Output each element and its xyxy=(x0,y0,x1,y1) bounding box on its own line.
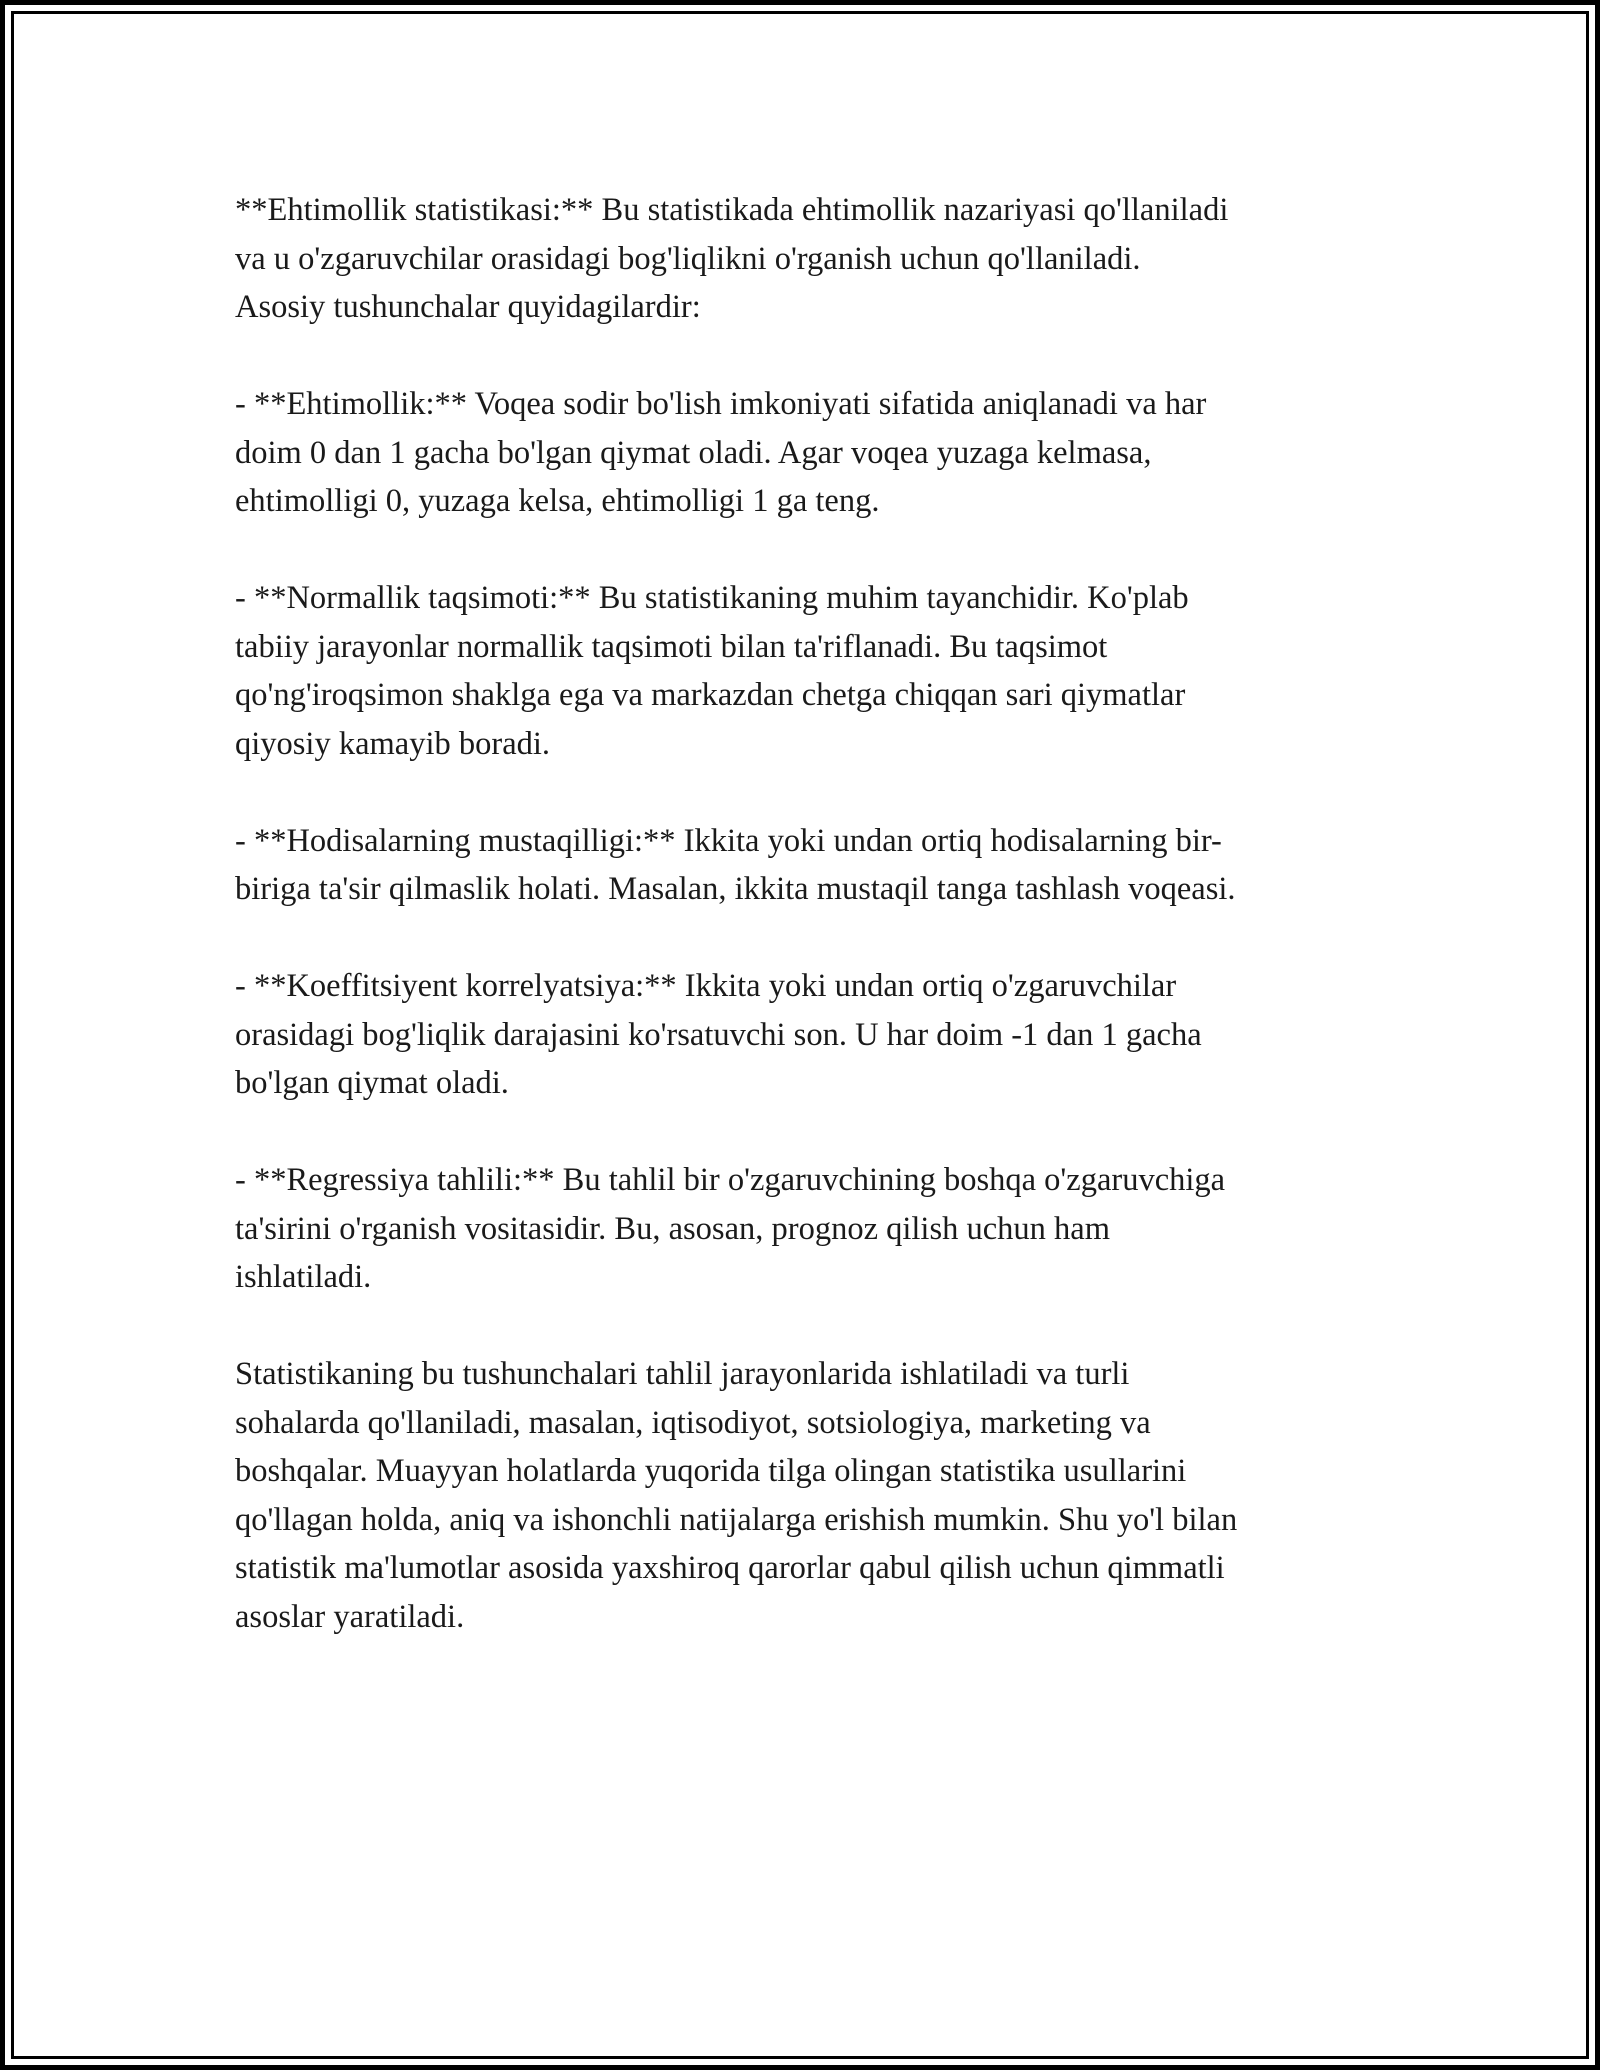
normal-distribution-paragraph: - **Normallik taqsimoti:** Bu statistikaning muhim tayanchidir. Ko'plab tabiiy jarayonlar normallik taqsimoti bilan ta'riflanadi. Bu taqsimot qo'ng'iroqsimon shaklga ega va markazdan chetga chiqqan sari qiymatlar qiyosiy kamayib boradi. xyxy=(235,580,1189,762)
intro-paragraph: **Ehtimollik statistikasi:** Bu statistikada ehtimollik nazariyasi qo'llaniladi va u o'zgaruvchilar orasidagi bog'liqlikni o'rganish uchun qo'llaniladi. Asosiy tushunchalar quyidagilardir: xyxy=(235,192,1229,325)
probability-paragraph: - **Ehtimollik:** Voqea sodir bo'lish imkoniyati sifatida aniqlanadi va har doim 0 dan 1 gacha bo'lgan qiymat oladi. Agar voqea yuzaga kelmasa, ehtimolligi 0, yuzaga kelsa, ehtimolligi 1 ga teng. xyxy=(235,386,1207,519)
regression-analysis-paragraph: - **Regressiya tahlili:** Bu tahlil bir o'zgaruvchining boshqa o'zgaruvchiga ta'sirini o'rganish vositasidir. Bu, asosan, prognoz qilish uchun ham ishlatiladi. xyxy=(235,1162,1226,1295)
document-body xyxy=(235,186,1375,1641)
correlation-coefficient-paragraph: - **Koeffitsiyent korrelyatsiya:** Ikkita yoki undan ortiq o'zgaruvchilar orasidagi bog'liqlik darajasini ko'rsatuvchi son. U har doim -1 dan 1 gacha bo'lgan qiymat oladi. xyxy=(235,968,1202,1101)
event-independence-paragraph: - **Hodisalarning mustaqilligi:** Ikkita yoki undan ortiq hodisalarning bir- biriga ta'sir qilmaslik holati. Masalan, ikkita mustaqil tanga tashlash voqeasi. xyxy=(235,822,1236,907)
conclusion-paragraph: Statistikaning bu tushunchalari tahlil jarayonlarida ishlatiladi va turli sohalarda qo'llaniladi, masalan, iqtisodiyot, sotsiologiya, marketing va boshqalar. Muayyan holatlarda yuqorida tilga olingan statistika usullarini qo'llagan holda, aniq va ishonchli natijalarga erishish mumkin. Shu yo'l bilan statistik ma'lumotlar asosida yaxshiroq qarorlar qabul qilish uchun qimmatli asoslar yaratiladi. xyxy=(235,1356,1238,1635)
